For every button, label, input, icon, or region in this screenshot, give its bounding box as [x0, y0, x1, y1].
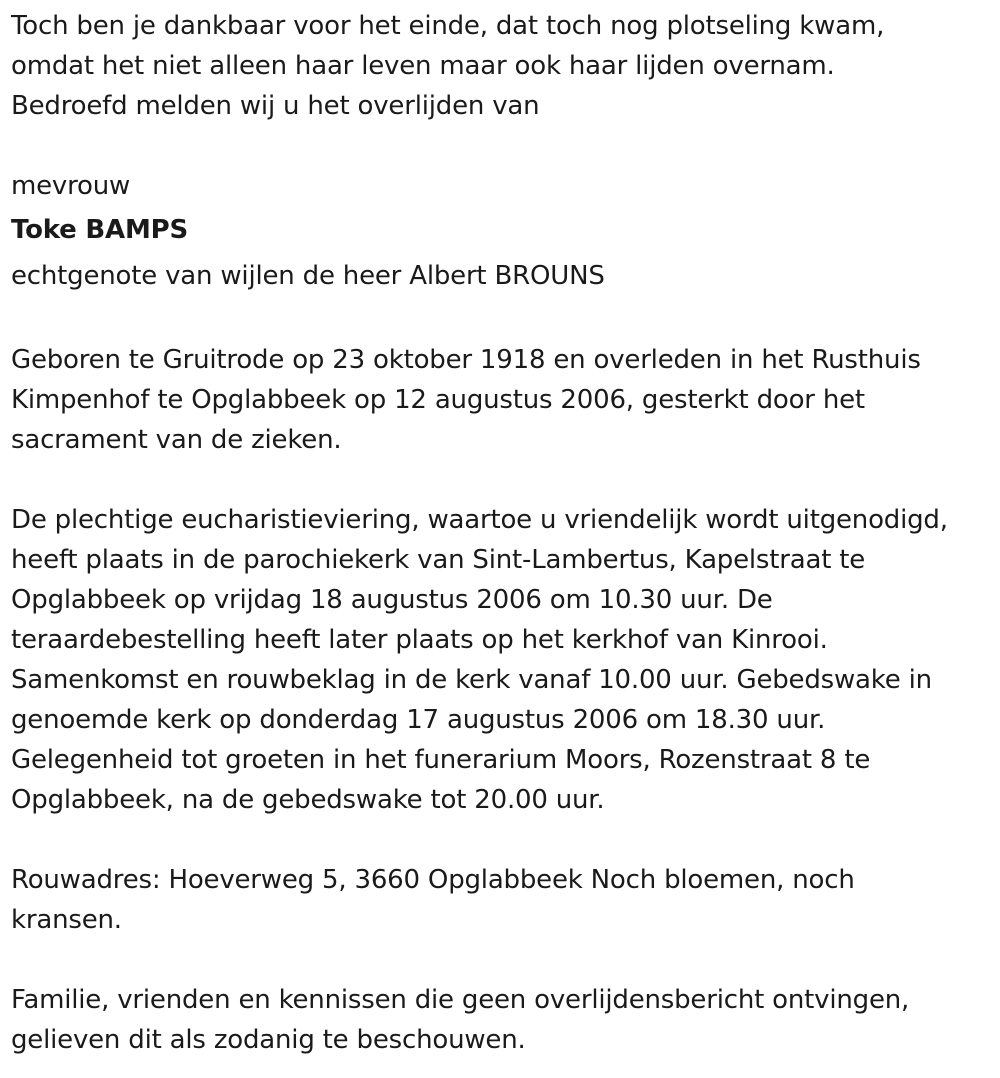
spouse-line: echtgenote van wijlen de heer Albert BROUNS [11, 261, 605, 291]
salutation: mevrouw [11, 171, 131, 201]
intro-line: Toch ben je dankbaar voor het einde, dat toch nog plotseling kwam, [11, 11, 885, 41]
intro-line: omdat het niet alleen haar leven maar ook haar lijden overnam. [11, 51, 835, 81]
address-line: kransen. [11, 905, 122, 935]
ceremony-line: genoemde kerk op donderdag 17 augustus 2006 om 18.30 uur. [11, 705, 826, 735]
ceremony-line: Samenkomst en rouwbeklag in de kerk vanaf 10.00 uur. Gebedswake in [11, 665, 932, 695]
ceremony-line: De plechtige eucharistieviering, waartoe u vriendelijk wordt uitgenodigd, [11, 505, 948, 535]
ceremony-line: Opglabbeek op vrijdag 18 augustus 2006 om 10.30 uur. De [11, 585, 773, 615]
ceremony-line: Opglabbeek, na de gebedswake tot 20.00 uur. [11, 785, 605, 815]
address-line: Rouwadres: Hoeverweg 5, 3660 Opglabbeek Noch bloemen, noch [11, 865, 855, 895]
birth-death-paragraph [11, 340, 993, 460]
closing-line: gelieven dit als zodanig te beschouwen. [11, 1025, 526, 1055]
address-paragraph [11, 860, 993, 940]
closing-line: Familie, vrienden en kennissen die geen overlijdensbericht ontvingen, [11, 985, 910, 1015]
obituary-notice [11, 6, 993, 1060]
intro-paragraph [11, 6, 993, 126]
ceremony-paragraph [11, 500, 993, 820]
intro-line: Bedroefd melden wij u het overlijden van [11, 91, 540, 121]
deceased-name: Toke BAMPS [11, 215, 189, 245]
ceremony-line: Gelegenheid tot groeten in het funerarium Moors, Rozenstraat 8 te [11, 745, 871, 775]
birth-death-line: Kimpenhof te Opglabbeek op 12 augustus 2006, gesterkt door het [11, 385, 865, 415]
ceremony-line: teraardebestelling heeft later plaats op het kerkhof van Kinrooi. [11, 625, 828, 655]
birth-death-line: sacrament van de zieken. [11, 425, 342, 455]
birth-death-line: Geboren te Gruitrode op 23 oktober 1918 en overleden in het Rusthuis [11, 345, 921, 375]
closing-paragraph [11, 980, 993, 1060]
ceremony-line: heeft plaats in de parochiekerk van Sint-Lambertus, Kapelstraat te [11, 545, 866, 575]
